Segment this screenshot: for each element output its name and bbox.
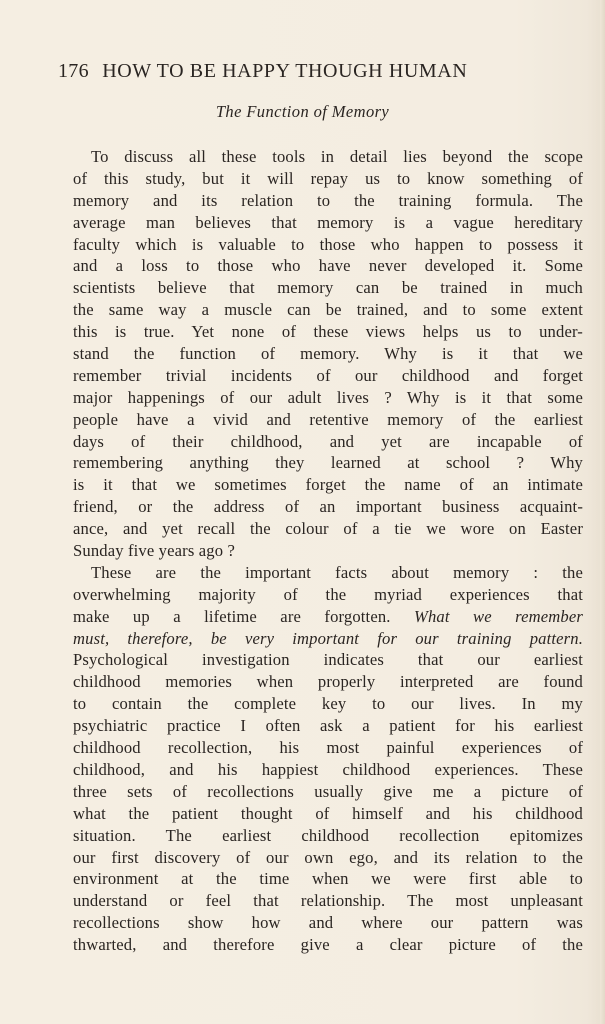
- text-line: To discuss all these tools in detail lies beyond the scope: [91, 147, 583, 166]
- text-line: is it that we sometimes forget the name of an intimate: [73, 475, 583, 495]
- text-line: Psychological investigation indicates that our earliest: [73, 650, 583, 670]
- text-line: and a loss to those who have never developed it. Some: [73, 256, 583, 276]
- page-edge: [600, 0, 605, 1024]
- text-line: what the patient thought of himself and his childhood: [73, 803, 583, 823]
- text-line: to contain the complete key to our lives. In my: [73, 694, 583, 714]
- text-line: childhood memories when properly interpreted are found: [73, 672, 583, 692]
- text-line: ance, and yet recall the colour of a tie we wore on Easter: [73, 519, 583, 539]
- text-line: Sunday five years ago ?: [73, 541, 235, 561]
- text-line: of this study, but it will repay us to know something of: [73, 168, 583, 188]
- text-line: days of their childhood, and yet are incapable of: [73, 431, 583, 451]
- text-line: people have a vivid and retentive memory of the earliest: [73, 409, 583, 429]
- text-line: childhood, and his happiest childhood experiences. These: [73, 759, 583, 779]
- text-line: recollections show how and where our pattern was: [73, 913, 583, 933]
- text-line: understand or feel that relationship. The most unpleasant: [73, 891, 583, 911]
- body-text: [73, 146, 583, 956]
- running-title: HOW TO BE HAPPY THOUGH HUMAN: [102, 60, 468, 82]
- text-line: psychiatric practice I often ask a patient for his earliest: [73, 716, 583, 736]
- text-line: overwhelming majority of the myriad experiences that: [73, 584, 583, 604]
- text-line: remember trivial incidents of our childhood and forget: [73, 365, 583, 385]
- page-number: 176: [58, 60, 89, 82]
- text-line: this is true. Yet none of these views helps us to under-: [73, 322, 583, 342]
- text-line: environment at the time when we were first able to: [73, 869, 583, 889]
- text-line: situation. The earliest childhood recollection epitomizes: [73, 825, 583, 845]
- text-line: three sets of recollections usually give me a picture of: [73, 781, 583, 801]
- mixed-text-line: [73, 606, 583, 628]
- text-line: childhood recollection, his most painful experiences of: [73, 738, 583, 758]
- text-line: average man believes that memory is a vague hereditary: [73, 212, 583, 232]
- text-line: remembering anything they learned at school ? Why: [73, 453, 583, 473]
- text-line: These are the important facts about memory : the: [91, 562, 583, 582]
- text-line: thwarted, and therefore give a clear picture of the: [73, 935, 583, 955]
- text-line: faculty which is valuable to those who happen to possess it: [73, 234, 583, 254]
- text-line: scientists believe that memory can be trained in much: [73, 278, 583, 298]
- text-line: friend, or the address of an important business acquaint-: [73, 497, 583, 517]
- text-line: memory and its relation to the training formula. The: [73, 190, 583, 210]
- text-line: stand the function of memory. Why is it that we: [73, 344, 583, 364]
- italic-text-line: must, therefore, be very important for our training pattern.: [73, 628, 583, 648]
- italic-text-segment: What we remember: [413, 606, 583, 626]
- text-line: our first discovery of our own ego, and its relation to the: [73, 847, 583, 867]
- text-line: major happenings of our adult lives ? Why is it that some: [73, 387, 583, 407]
- running-header: [58, 60, 574, 83]
- section-title: The Function of Memory: [215, 102, 390, 121]
- text-segment: make up a lifetime are forgotten.: [73, 606, 391, 626]
- text-line: the same way a muscle can be trained, and to some extent: [73, 300, 583, 320]
